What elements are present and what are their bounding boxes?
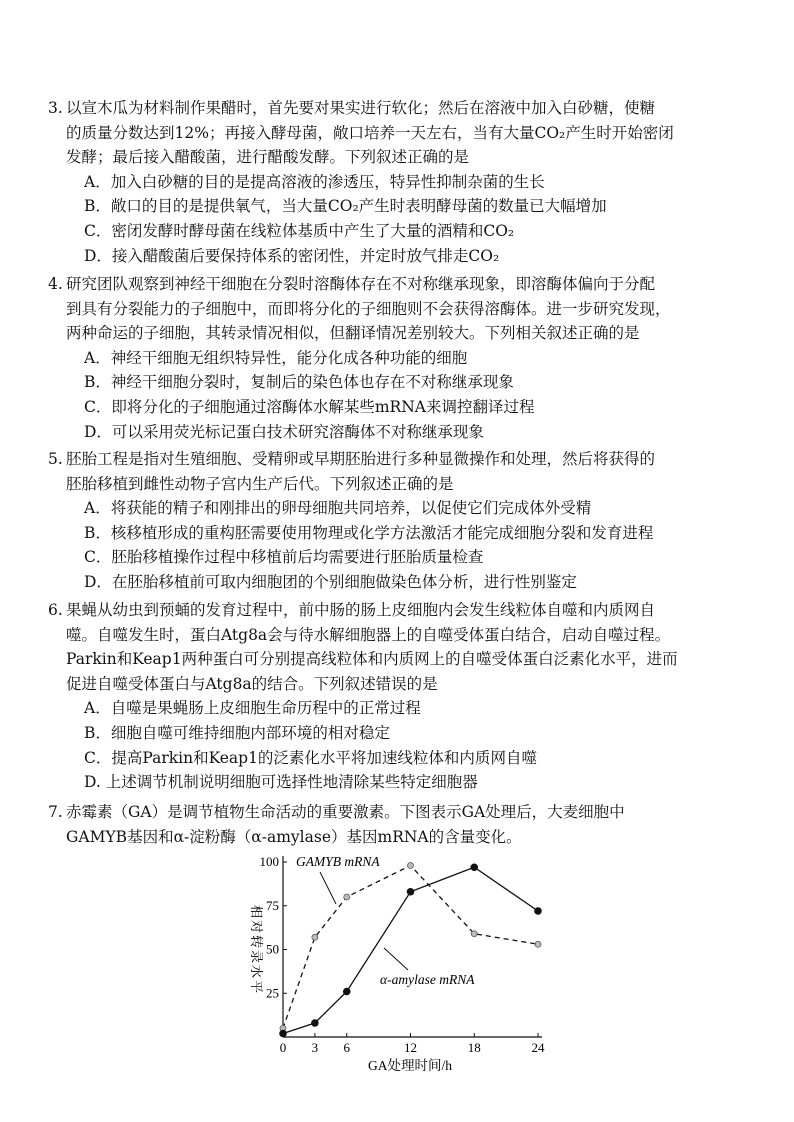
option-d: D. 上述调节机制说明细胞可选择性地清除某些特定细胞器	[84, 773, 478, 792]
question-number: 3.	[48, 99, 63, 117]
option-b: B．敞口的目的是提供氧气，当大量CO₂产生时表明酵母菌的数量已大幅增加	[84, 197, 607, 216]
question-number: 5.	[48, 450, 63, 468]
x-tick-label: 18	[467, 1040, 481, 1055]
option-b: B．神经干细胞分裂时，复制后的染色体也存在不对称继承现象	[84, 373, 514, 392]
stem-line: GAMYB基因和α-淀粉酶（α-amylase）基因mRNA的含量变化。	[66, 827, 522, 846]
data-point	[535, 941, 541, 947]
option-a: A．神经干细胞无组织特异性，能分化成各种功能的细胞	[84, 348, 468, 367]
stem-line: 噬。自噬发生时，蛋白Atg8a会与待水解细胞器上的自噬受体蛋白结合，启动自噬过程。	[66, 625, 671, 644]
y-tick-label: 75	[266, 897, 279, 913]
question-7	[48, 800, 748, 849]
data-point	[344, 894, 350, 900]
data-point	[311, 1020, 318, 1027]
stem-line: 以宣木瓜为材料制作果醋时，首先要对果实进行软化；然后在溶液中加入白砂糖，使糖	[66, 99, 656, 117]
option-d: D．在胚胎移植前可取内细胞团的个别细胞做染色体分析，进行性别鉴定	[84, 572, 577, 591]
stem-line: 胚胎移植到雌性动物子宫内生产后代。下列叙述正确的是	[66, 474, 454, 493]
option-c: C．密闭发酵时酵母菌在线粒体基质中产生了大量的酒精和CO₂	[84, 221, 515, 240]
y-tick-label: 50	[266, 941, 279, 957]
option-a: A．自噬是果蝇肠上皮细胞生命历程中的正常过程	[84, 699, 421, 718]
x-axis-ticks	[280, 1033, 545, 1055]
data-point	[471, 931, 477, 937]
y-tick-label: 100	[259, 854, 279, 869]
question-number: 7.	[48, 803, 63, 821]
data-point	[471, 864, 478, 871]
data-point	[312, 934, 318, 940]
stem-line: Parkin和Keap1两种蛋白可分别提高线粒体和内质网上的自噬受体蛋白泛素化水平，进而	[66, 650, 678, 669]
chart-axes	[283, 856, 542, 1037]
question-stem	[48, 272, 748, 346]
option-c: C．提高Parkin和Keap1的泛素化水平将加速线粒体和内质网自噬	[84, 748, 537, 767]
question-number: 6.	[48, 601, 63, 619]
series-label-gamyb: GAMYB mRNA	[296, 854, 380, 869]
x-tick-label: 24	[531, 1040, 545, 1055]
data-point	[343, 988, 350, 995]
x-tick-label: 12	[404, 1040, 417, 1055]
x-axis-label: GA处理时间/h	[368, 1058, 452, 1073]
series-points	[280, 863, 542, 1037]
mrna-line-chart	[238, 850, 578, 1122]
option-d: D．接入醋酸菌后要保持体系的密闭性，并定时放气排走CO₂	[84, 246, 500, 265]
stem-line: 赤霉素（GA）是调节植物生命活动的重要激素。下图表示GA处理后，大麦细胞中	[66, 803, 625, 821]
stem-line: 的质量分数达到12%；再接入酵母菌，敞口培养一天左右，当有大量CO₂产生时开始密闭	[66, 123, 674, 142]
x-tick-label: 3	[311, 1040, 319, 1055]
series-label-amylase: α-amylase mRNA	[380, 972, 475, 987]
data-point	[280, 1030, 287, 1037]
stem-line: 两种命运的子细胞，其转录情况相似，但翻译情况差别较大。下列相关叙述正确的是	[66, 324, 640, 343]
leader-line	[320, 872, 336, 904]
data-point	[535, 908, 542, 915]
stem-line: 发酵；最后接入醋酸菌，进行醋酸发酵。下列叙述正确的是	[66, 148, 470, 167]
question-4	[48, 272, 748, 444]
option-c: C．胚胎移植操作过程中移植前后均需要进行胚胎质量检查	[84, 548, 484, 567]
leader-line	[384, 948, 408, 970]
x-tick-label: 6	[343, 1040, 350, 1055]
x-tick-label: 0	[279, 1040, 287, 1055]
question-number: 4.	[48, 275, 63, 293]
data-point	[407, 888, 414, 895]
option-a: A．将获能的精子和刚排出的卵母细胞共同培养，以促使它们完成体外受精	[84, 499, 592, 518]
question-stem	[48, 447, 748, 496]
option-b: B．细胞自噬可维持细胞内部环境的相对稳定	[84, 723, 390, 742]
question-stem	[48, 96, 748, 170]
option-b: B．核移植形成的重构胚需要使用物理或化学方法激活才能完成细胞分裂和发育进程	[84, 523, 654, 542]
stem-line: 果蝇从幼虫到预蛹的发育过程中，前中肠的肠上皮细胞内会发生线粒体自噬和内质网自	[66, 601, 656, 619]
option-c: C．即将分化的子细胞通过溶酶体水解某些mRNA来调控翻译过程	[84, 397, 535, 416]
option-d: D．可以采用荧光标记蛋白技术研究溶酶体不对称继承现象	[84, 422, 484, 441]
y-axis-label: 相对转录水平	[249, 904, 264, 996]
y-tick-label: 25	[266, 985, 279, 1001]
question-6	[48, 598, 748, 795]
question-5	[48, 447, 748, 595]
stem-line: 到具有分裂能力的子细胞中，而即将分化的子细胞则不会获得溶酶体。进一步研究发现，	[66, 299, 671, 318]
stem-line: 胚胎工程是指对生殖细胞、受精卵或早期胚胎进行多种显微操作和处理，然后将获得的	[66, 450, 656, 468]
data-point	[408, 863, 414, 869]
option-a: A．加入白砂糖的目的是提高溶液的渗透压，特异性抑制杂菌的生长	[84, 172, 545, 191]
question-stem	[48, 598, 748, 696]
question-stem	[48, 800, 748, 849]
stem-line: 研究团队观察到神经干细胞在分裂时溶酶体存在不对称继承现象，即溶酶体偏向于分配	[66, 275, 656, 293]
question-3	[48, 96, 748, 268]
stem-line: 促进自噬受体蛋白与Atg8a的结合。下列叙述错误的是	[66, 674, 438, 693]
